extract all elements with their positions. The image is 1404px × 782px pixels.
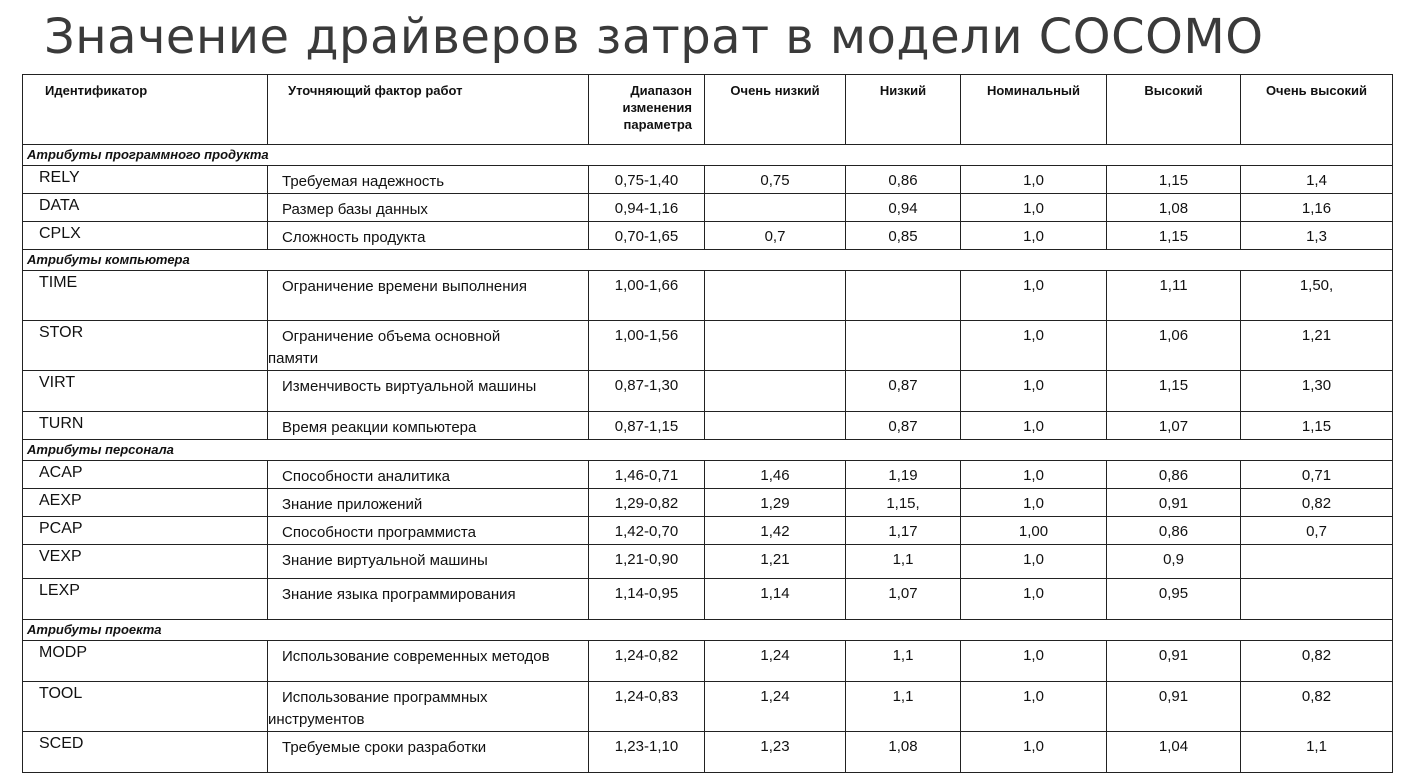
row-range: 1,00-1,56 <box>589 321 705 371</box>
table-row <box>23 517 1393 545</box>
row-very-high: 0,82 <box>1241 489 1393 517</box>
row-low: 1,08 <box>846 732 961 773</box>
row-factor: Сложность продукта <box>268 222 589 250</box>
category-label: Атрибуты программного продукта <box>23 145 1393 166</box>
row-high: 0,91 <box>1107 641 1241 682</box>
row-id: PCAP <box>23 517 268 545</box>
row-very-low: 0,75 <box>705 166 846 194</box>
row-range: 0,87-1,15 <box>589 412 705 440</box>
row-high: 0,91 <box>1107 489 1241 517</box>
row-high: 0,91 <box>1107 682 1241 732</box>
row-id: SCED <box>23 732 268 773</box>
row-nominal: 1,0 <box>961 732 1107 773</box>
row-very-high: 1,3 <box>1241 222 1393 250</box>
row-id: TIME <box>23 271 268 321</box>
row-very-high <box>1241 545 1393 579</box>
row-factor-line-1: Использование программных <box>282 689 488 706</box>
row-very-high: 0,82 <box>1241 641 1393 682</box>
row-very-low: 1,42 <box>705 517 846 545</box>
row-very-high: 1,50, <box>1241 271 1393 321</box>
row-factor-line-2: инструментов <box>268 711 365 728</box>
row-high: 0,95 <box>1107 579 1241 620</box>
header-high: Высокий <box>1107 75 1241 145</box>
row-low: 1,1 <box>846 545 961 579</box>
row-factor <box>268 321 589 371</box>
row-very-low <box>705 371 846 412</box>
row-range: 1,42-0,70 <box>589 517 705 545</box>
table-row <box>23 271 1393 321</box>
row-high: 1,15 <box>1107 166 1241 194</box>
row-id: TURN <box>23 412 268 440</box>
row-range: 1,21-0,90 <box>589 545 705 579</box>
row-low: 0,94 <box>846 194 961 222</box>
category-label: Атрибуты проекта <box>23 620 1393 641</box>
header-row <box>23 75 1393 145</box>
table-row <box>23 194 1393 222</box>
row-high: 1,04 <box>1107 732 1241 773</box>
row-factor: Использование современных методов <box>268 641 589 682</box>
table-row <box>23 732 1393 773</box>
header-range: Диапазон изменения параметра <box>589 75 705 145</box>
row-factor: Ограничение времени выполнения <box>268 271 589 321</box>
row-very-low: 1,24 <box>705 641 846 682</box>
row-range: 1,23-1,10 <box>589 732 705 773</box>
table-row <box>23 371 1393 412</box>
row-id: VIRT <box>23 371 268 412</box>
row-very-high <box>1241 579 1393 620</box>
row-id: DATA <box>23 194 268 222</box>
row-factor: Изменчивость виртуальной машины <box>268 371 589 412</box>
row-id: VEXP <box>23 545 268 579</box>
row-low: 1,19 <box>846 461 961 489</box>
row-high: 0,86 <box>1107 517 1241 545</box>
row-nominal: 1,0 <box>961 412 1107 440</box>
row-id: AEXP <box>23 489 268 517</box>
row-high: 1,08 <box>1107 194 1241 222</box>
row-range: 0,87-1,30 <box>589 371 705 412</box>
row-nominal: 1,0 <box>961 222 1107 250</box>
header-very-high: Очень высокий <box>1241 75 1393 145</box>
row-very-low: 1,46 <box>705 461 846 489</box>
header-factor: Уточняющий фактор работ <box>268 75 589 145</box>
header-very-low: Очень низкий <box>705 75 846 145</box>
row-nominal: 1,0 <box>961 579 1107 620</box>
row-id: MODP <box>23 641 268 682</box>
row-low: 1,07 <box>846 579 961 620</box>
row-very-high: 0,71 <box>1241 461 1393 489</box>
row-nominal: 1,00 <box>961 517 1107 545</box>
row-id: ACAP <box>23 461 268 489</box>
row-id: RELY <box>23 166 268 194</box>
row-nominal: 1,0 <box>961 166 1107 194</box>
row-range: 1,29-0,82 <box>589 489 705 517</box>
table-row <box>23 321 1393 371</box>
row-very-low: 1,29 <box>705 489 846 517</box>
table-row <box>23 222 1393 250</box>
category-label: Атрибуты компьютера <box>23 250 1393 271</box>
cocomo-cost-drivers-table <box>22 74 1393 773</box>
row-id: STOR <box>23 321 268 371</box>
row-factor: Знание виртуальной машины <box>268 545 589 579</box>
row-very-high: 1,15 <box>1241 412 1393 440</box>
row-low: 0,86 <box>846 166 961 194</box>
row-very-high: 1,4 <box>1241 166 1393 194</box>
row-nominal: 1,0 <box>961 194 1107 222</box>
row-very-low <box>705 321 846 371</box>
row-factor: Требуемые сроки разработки <box>268 732 589 773</box>
row-very-low: 1,24 <box>705 682 846 732</box>
row-high: 0,86 <box>1107 461 1241 489</box>
row-low: 1,17 <box>846 517 961 545</box>
row-factor: Знание приложений <box>268 489 589 517</box>
row-nominal: 1,0 <box>961 461 1107 489</box>
row-very-low: 1,21 <box>705 545 846 579</box>
row-factor: Требуемая надежность <box>268 166 589 194</box>
row-range: 1,46-0,71 <box>589 461 705 489</box>
row-nominal: 1,0 <box>961 371 1107 412</box>
row-factor: Размер базы данных <box>268 194 589 222</box>
table-row <box>23 489 1393 517</box>
category-label: Атрибуты персонала <box>23 440 1393 461</box>
row-id: LEXP <box>23 579 268 620</box>
table-row <box>23 412 1393 440</box>
table-row <box>23 579 1393 620</box>
row-high: 1,15 <box>1107 371 1241 412</box>
row-low: 1,1 <box>846 682 961 732</box>
row-range: 1,14-0,95 <box>589 579 705 620</box>
page-title: Значение драйверов затрат в модели COCOMO <box>44 9 1264 65</box>
row-range: 1,00-1,66 <box>589 271 705 321</box>
row-very-high: 1,1 <box>1241 732 1393 773</box>
row-low: 0,85 <box>846 222 961 250</box>
row-high: 0,9 <box>1107 545 1241 579</box>
row-nominal: 1,0 <box>961 545 1107 579</box>
category-row <box>23 145 1393 166</box>
row-nominal: 1,0 <box>961 321 1107 371</box>
row-factor-line-1: Ограничение объема основной <box>282 328 501 345</box>
row-range: 1,24-0,82 <box>589 641 705 682</box>
row-very-low <box>705 412 846 440</box>
row-very-high: 0,7 <box>1241 517 1393 545</box>
row-nominal: 1,0 <box>961 641 1107 682</box>
row-factor: Способности программиста <box>268 517 589 545</box>
row-nominal: 1,0 <box>961 489 1107 517</box>
row-very-high: 0,82 <box>1241 682 1393 732</box>
row-very-high: 1,16 <box>1241 194 1393 222</box>
table-row <box>23 166 1393 194</box>
row-range: 0,94-1,16 <box>589 194 705 222</box>
row-very-high: 1,21 <box>1241 321 1393 371</box>
table-row <box>23 545 1393 579</box>
category-row <box>23 250 1393 271</box>
row-low: 1,1 <box>846 641 961 682</box>
header-low: Низкий <box>846 75 961 145</box>
row-range: 1,24-0,83 <box>589 682 705 732</box>
row-low <box>846 321 961 371</box>
table-row <box>23 461 1393 489</box>
row-very-low: 1,23 <box>705 732 846 773</box>
row-id: TOOL <box>23 682 268 732</box>
row-very-low: 1,14 <box>705 579 846 620</box>
row-low: 0,87 <box>846 371 961 412</box>
row-factor <box>268 682 589 732</box>
header-id: Идентификатор <box>23 75 268 145</box>
row-factor: Время реакции компьютера <box>268 412 589 440</box>
row-high: 1,06 <box>1107 321 1241 371</box>
row-high: 1,11 <box>1107 271 1241 321</box>
row-very-high: 1,30 <box>1241 371 1393 412</box>
row-very-low <box>705 194 846 222</box>
table-row <box>23 682 1393 732</box>
row-factor: Способности аналитика <box>268 461 589 489</box>
row-nominal: 1,0 <box>961 682 1107 732</box>
row-range: 0,75-1,40 <box>589 166 705 194</box>
row-low: 1,15, <box>846 489 961 517</box>
category-row <box>23 440 1393 461</box>
header-nominal: Номинальный <box>961 75 1107 145</box>
row-low <box>846 271 961 321</box>
table-row <box>23 641 1393 682</box>
row-factor-line-2: памяти <box>268 350 319 367</box>
row-id: CPLX <box>23 222 268 250</box>
row-nominal: 1,0 <box>961 271 1107 321</box>
row-high: 1,15 <box>1107 222 1241 250</box>
row-low: 0,87 <box>846 412 961 440</box>
row-very-low <box>705 271 846 321</box>
row-factor: Знание языка программирования <box>268 579 589 620</box>
row-range: 0,70-1,65 <box>589 222 705 250</box>
row-high: 1,07 <box>1107 412 1241 440</box>
category-row <box>23 620 1393 641</box>
row-very-low: 0,7 <box>705 222 846 250</box>
